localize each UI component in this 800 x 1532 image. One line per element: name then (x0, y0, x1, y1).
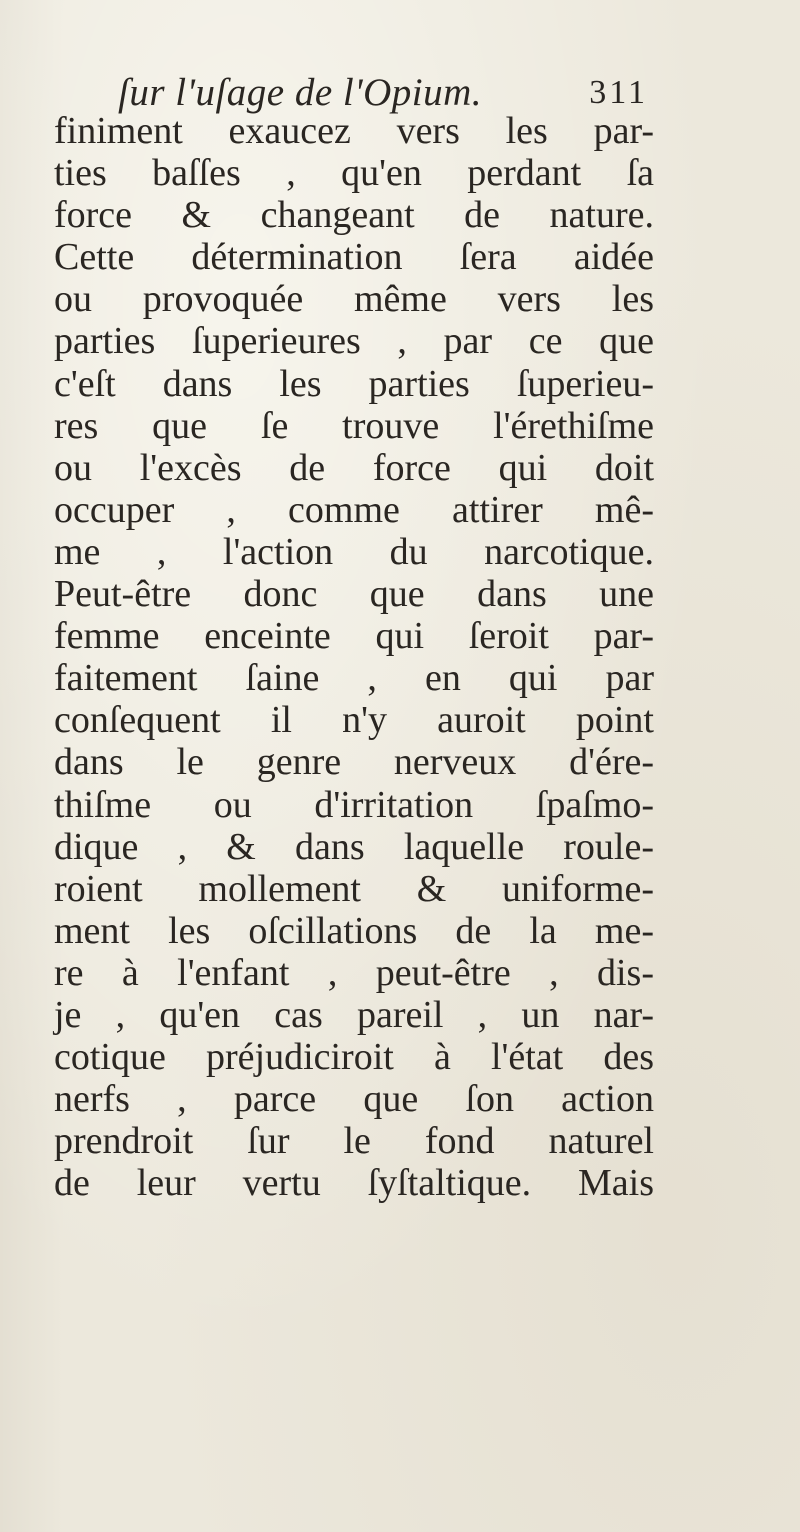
text-line: finiment exaucez vers les par- (54, 110, 654, 152)
text-line: prendroit ſur le fond naturel (54, 1120, 654, 1163)
page-header (118, 64, 648, 114)
text-line: dique , & dans laquelle roule- (54, 825, 654, 868)
text-line: c'eſt dans les parties ſuperieu- (54, 362, 654, 405)
text-line: Cette détermination ſera aidée (54, 236, 654, 279)
text-line: dans le genre nerveux d'ére- (54, 741, 654, 784)
text-line: ou l'excès de force qui doit (54, 446, 654, 489)
text-line: de leur vertu ſyſtaltique. Mais (54, 1162, 654, 1205)
text-line: ou provoquée même vers les (54, 278, 654, 321)
text-line: nerfs , parce que ſon action (54, 1078, 654, 1121)
text-line: parties ſuperieures , par ce que (54, 320, 654, 363)
text-line: Peut-être donc que dans une (54, 573, 654, 616)
text-line: je , qu'en cas pareil , un nar- (54, 993, 654, 1036)
text-line: roient mollement & uniforme- (54, 867, 654, 910)
text-line: conſequent il n'y auroit point (54, 699, 654, 742)
text-line: thiſme ou d'irritation ſpaſmo- (54, 783, 654, 826)
text-line: faitement ſaine , en qui par (54, 657, 654, 700)
text-line: force & changeant de nature. (54, 194, 654, 237)
body-text (54, 110, 654, 1204)
text-line: re à l'enfant , peut-être , dis- (54, 951, 654, 994)
text-line: ment les oſcillations de la me- (54, 909, 654, 952)
text-line: cotique préjudiciroit à l'état des (54, 1036, 654, 1079)
running-head: ſur l'uſage de l'Opium. (118, 71, 482, 114)
text-line: occuper , comme attirer mê- (54, 488, 654, 531)
text-line: me , l'action du narcotique. (54, 530, 654, 573)
text-line: ties baſſes , qu'en perdant ſa (54, 152, 654, 195)
text-line: femme enceinte qui ſeroit par- (54, 615, 654, 658)
text-line: res que ſe trouve l'érethiſme (54, 404, 654, 447)
page-number: 311 (589, 74, 648, 111)
